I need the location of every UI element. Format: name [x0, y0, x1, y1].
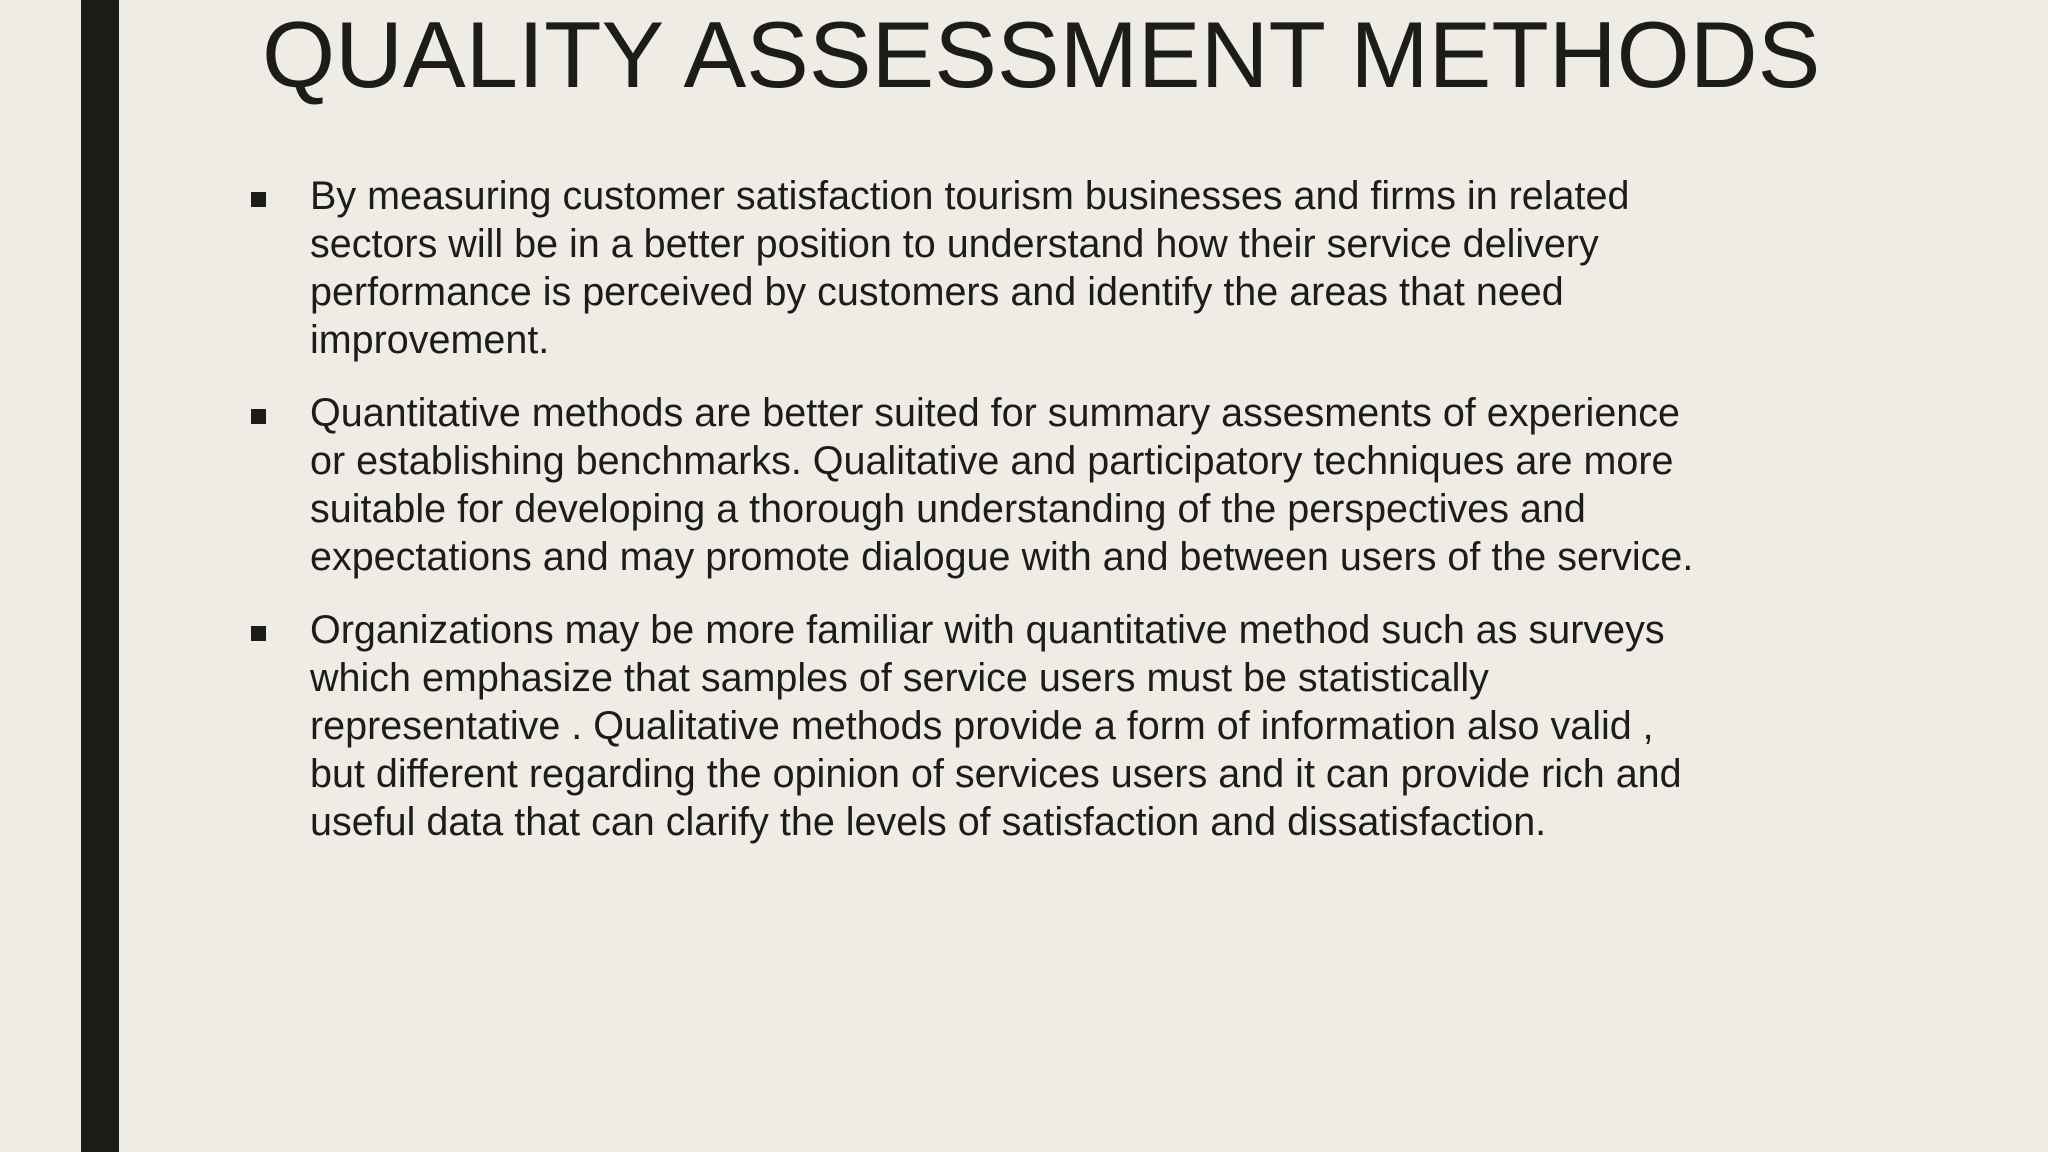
bullet-text: By measuring customer satisfaction tourism businesses and firms in related sectors will be in a better position to understand how their service delivery performance is perceived by customers and identify the areas that need improvement.	[310, 174, 1630, 362]
bullet-list	[245, 172, 1865, 871]
bullet-text: Organizations may be more familiar with quantitative method such as surveys which emphasize that samples of service users must be statistically representative . Qualitative methods provide a form of information also valid , but different regarding the opinion of services users and it can provide rich and useful data that can clarify the levels of satisfaction and dissatisfaction.	[310, 608, 1682, 844]
square-bullet-icon	[251, 192, 266, 207]
left-accent-bar	[81, 0, 119, 1152]
bullet-text: Quantitative methods are better suited for summary assesments of experience or establishing benchmarks. Qualitative and participatory techniques are more suitable for developing a thorough understanding of the perspectives and expectations and may promote dialogue with and between users of the service.	[310, 391, 1694, 579]
slide-title: QUALITY ASSESSMENT METHODS	[262, 2, 1821, 107]
bullet-item	[245, 389, 1865, 581]
bullet-item	[245, 606, 1865, 846]
square-bullet-icon	[251, 626, 266, 641]
square-bullet-icon	[251, 409, 266, 424]
bullet-item	[245, 172, 1865, 364]
